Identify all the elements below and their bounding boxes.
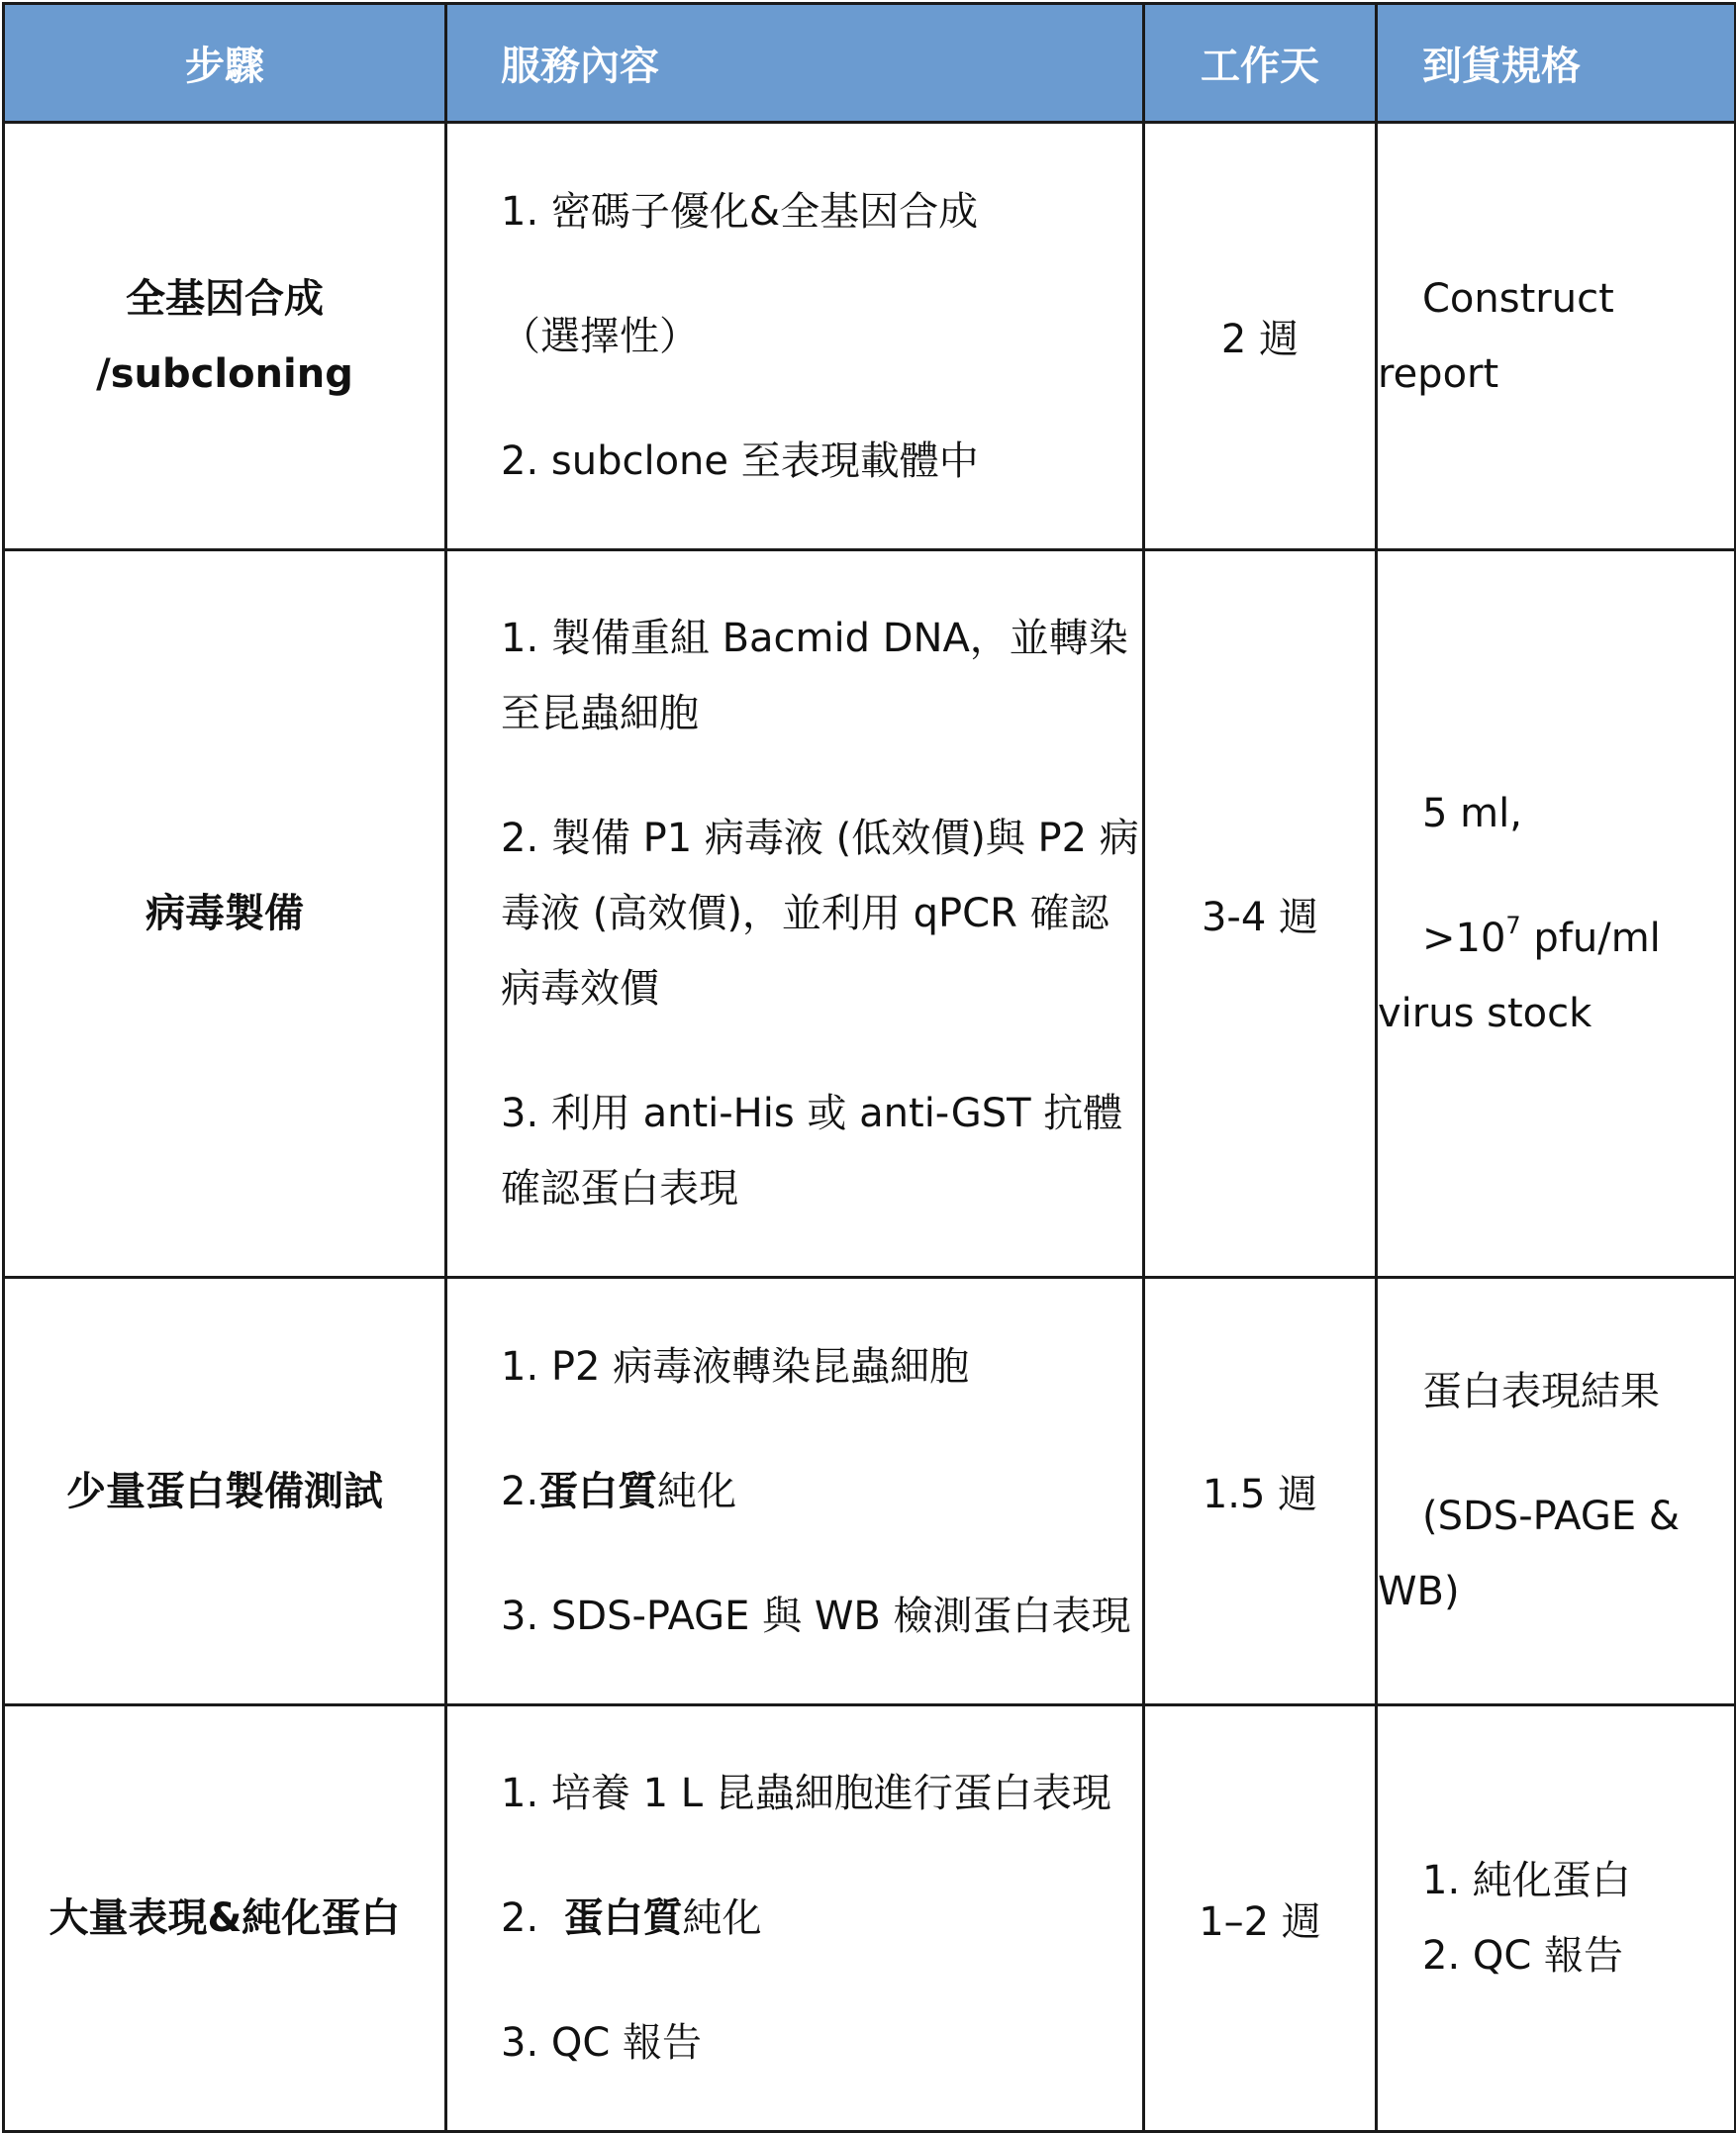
service-item: 3. SDS-PAGE 與 WB 檢測蛋白表現	[501, 1593, 1131, 1639]
delivery-line: Construct	[1422, 275, 1614, 322]
service-item: 1. 培養 1 L 昆蟲細胞進行蛋白表現	[501, 1771, 1111, 1816]
header-row	[4, 4, 1736, 123]
delivery-cell	[1377, 550, 1736, 1278]
header-delivery: 到貨規格	[1377, 4, 1736, 123]
days-cell: 3-4 週	[1144, 550, 1377, 1278]
delivery-exponent: 7	[1505, 912, 1521, 939]
step-cell: 少量蛋白製備測試	[4, 1278, 446, 1705]
step-cell: 病毒製備	[4, 550, 446, 1278]
service-item: 1. 製備重組 Bacmid DNA，並轉染	[501, 616, 1128, 661]
service-cell	[446, 1705, 1144, 2132]
delivery-line: (SDS-PAGE &	[1422, 1493, 1681, 1539]
header-service: 服務內容	[446, 4, 1144, 123]
step-cell	[4, 123, 446, 550]
delivery-cell	[1377, 123, 1736, 550]
service-item: 1. P2 病毒液轉染昆蟲細胞	[501, 1343, 970, 1390]
service-cell	[446, 1278, 1144, 1705]
service-item: 確認蛋白表現	[501, 1166, 738, 1212]
service-item	[501, 1454, 1142, 1529]
delivery-line: 2. QC 報告	[1422, 1933, 1624, 1979]
item-bold: 蛋白質	[538, 1468, 658, 1514]
delivery-cell	[1377, 1705, 1736, 2132]
service-item: 病毒效價	[501, 966, 659, 1012]
delivery-unit: pfu/ml	[1520, 916, 1661, 961]
delivery-line: virus stock	[1378, 991, 1592, 1036]
service-item: 2. subclone 至表現載體中	[501, 437, 979, 484]
delivery-line: WB)	[1378, 1568, 1460, 1614]
item-bold: 蛋白質	[563, 1895, 683, 1941]
service-table	[2, 2, 1736, 2133]
service-item: 毒液 (高效價)，並利用 qPCR 確認	[501, 891, 1109, 936]
item-text: 純化	[657, 1468, 737, 1514]
days-cell: 1–2 週	[1144, 1705, 1377, 2132]
delivery-line: 5 ml,	[1422, 791, 1522, 836]
item-number: 2.	[501, 1895, 564, 1941]
step-label: 全基因合成	[126, 275, 324, 322]
service-cell	[446, 550, 1144, 1278]
item-text: 純化	[682, 1895, 762, 1941]
service-item: （選擇性）	[501, 313, 699, 359]
days-cell: 1.5 週	[1144, 1278, 1377, 1705]
step-label: /subcloning	[96, 350, 353, 397]
table-row	[4, 1278, 1736, 1705]
service-item: 2. 製備 P1 病毒液 (低效價)與 P2 病	[501, 816, 1139, 861]
delivery-line	[1378, 901, 1728, 976]
delivery-line: report	[1378, 350, 1499, 397]
table-row	[4, 1705, 1736, 2132]
step-cell: 大量表現&純化蛋白	[4, 1705, 446, 2132]
service-item: 3. QC 報告	[501, 2020, 703, 2066]
item-number: 2.	[501, 1468, 539, 1514]
service-item: 3. 利用 anti-His 或 anti-GST 抗體	[501, 1091, 1123, 1136]
header-step: 步驟	[4, 4, 446, 123]
service-item: 至昆蟲細胞	[501, 691, 699, 736]
table-row	[4, 123, 1736, 550]
service-item: 1. 密碼子優化&全基因合成	[501, 188, 979, 235]
table-row	[4, 550, 1736, 1278]
service-item	[501, 1881, 1142, 1956]
delivery-line: 蛋白表現結果	[1422, 1368, 1660, 1414]
header-days: 工作天	[1144, 4, 1377, 123]
delivery-line: 1. 純化蛋白	[1422, 1858, 1631, 1903]
days-cell: 2 週	[1144, 123, 1377, 550]
delivery-cell	[1377, 1278, 1736, 1705]
delivery-value: >10	[1422, 916, 1506, 961]
service-cell	[446, 123, 1144, 550]
